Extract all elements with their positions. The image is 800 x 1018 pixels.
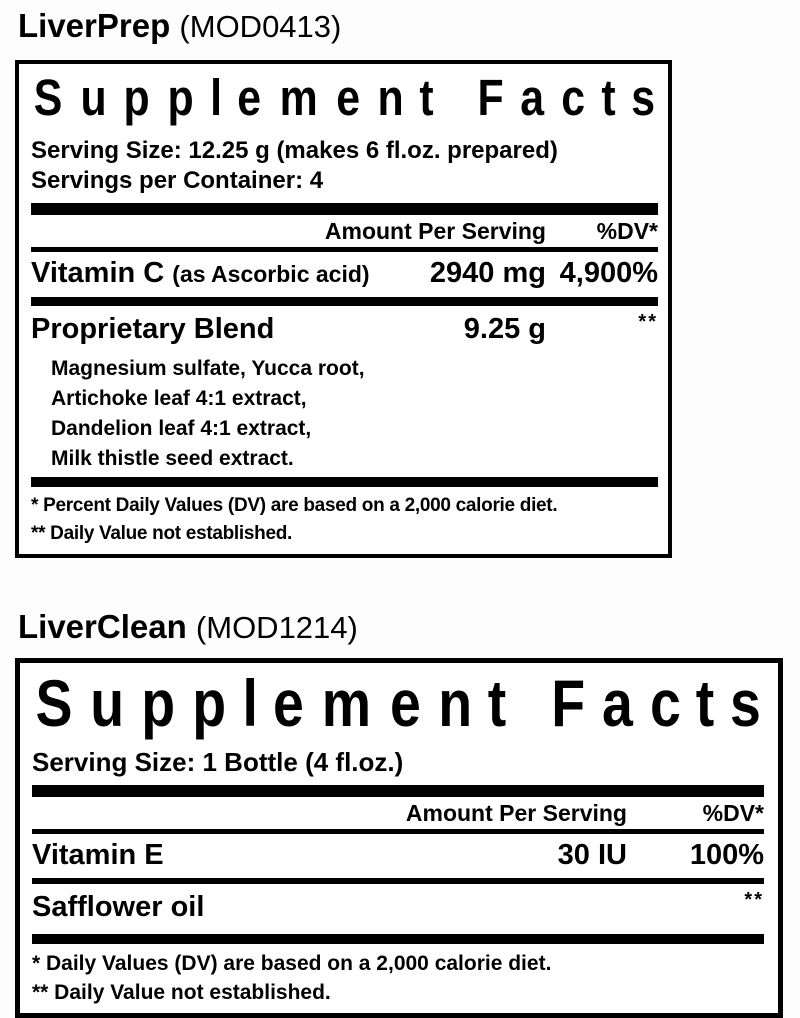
serving-size: Serving Size: 12.25 g (makes 6 fl.oz. prepared) — [31, 137, 558, 164]
thick-separator-bar — [31, 477, 658, 487]
nutrient-dv — [546, 308, 658, 353]
product-code — [179, 9, 341, 44]
nutrient-name-text: Vitamin C — [31, 257, 173, 289]
nutrient-row-vitamin-c — [31, 252, 658, 295]
blend-ingredient: Magnesium sulfate, Yucca root, — [51, 357, 365, 380]
servings-per-container: Servings per Container: 4 — [31, 167, 324, 194]
column-header-row — [32, 797, 764, 829]
product-code-text: (MOD1214) — [195, 610, 358, 645]
nutrient-amount: 9.25 g — [463, 313, 546, 345]
supplement-facts-heading: S u p p l e m e n t F a c t s — [33, 72, 656, 126]
nutrient-dv: 100% — [689, 839, 764, 871]
nutrient-amount: 30 IU — [557, 839, 627, 871]
nutrient-row-safflower-oil — [32, 886, 764, 931]
amount-per-serving-header: Amount Per Serving — [324, 218, 546, 244]
no-dv-asterisks: ** — [744, 889, 764, 911]
supplement-facts-heading: S u p p l e m e n t F a c t s — [35, 670, 762, 740]
thick-separator-bar — [31, 203, 658, 215]
thick-separator-bar — [32, 934, 764, 944]
no-dv-asterisks: ** — [638, 311, 658, 333]
blend-ingredient: Dandelion leaf 4:1 extract, — [51, 417, 312, 440]
column-header-row — [31, 215, 658, 247]
product-code — [196, 610, 358, 645]
nutrient-dv: 4,900% — [559, 257, 658, 289]
nutrient-name: Vitamin E — [32, 839, 164, 871]
blend-ingredient: Artichoke leaf 4:1 extract, — [51, 387, 307, 410]
supplement-facts-panel-liverprep — [15, 60, 672, 558]
nutrient-row-vitamin-e — [32, 834, 764, 876]
product-title-liverclean — [0, 607, 800, 648]
footnote-block — [31, 492, 658, 548]
product-name: LiverPrep — [18, 7, 171, 44]
nutrient-name: Safflower oil — [32, 891, 205, 923]
dv-header: %DV* — [702, 800, 764, 826]
dv-header: %DV* — [596, 218, 658, 244]
serving-size: Serving Size: 1 Bottle (4 fl.oz.) — [32, 747, 404, 777]
row-separator-bar — [31, 297, 658, 306]
amount-per-serving-header: Amount Per Serving — [405, 800, 627, 826]
product-title-liverprep — [0, 6, 800, 47]
thick-separator-bar — [32, 785, 764, 797]
footnote-not-established: ** Daily Value not established. — [31, 523, 293, 544]
nutrient-dv — [627, 886, 764, 931]
footnote-daily-values: * Daily Values (DV) are based on a 2,000 calorie diet. — [32, 952, 552, 975]
product-name: LiverClean — [18, 608, 187, 645]
product-code-text: (MOD0413) — [179, 9, 342, 44]
footnote-daily-values: * Percent Daily Values (DV) are based on a 2,000 calorie diet. — [31, 495, 558, 516]
nutrient-detail: (as Ascorbic acid) — [172, 261, 370, 287]
supplement-facts-panel-liverclean — [15, 658, 783, 1018]
footnote-block — [32, 949, 764, 1007]
nutrient-name — [31, 252, 370, 295]
nutrient-amount: 2940 mg — [429, 257, 546, 289]
nutrient-name: Proprietary Blend — [31, 313, 275, 345]
nutrient-row-proprietary-blend — [31, 308, 658, 353]
blend-ingredient: Milk thistle seed extract. — [51, 447, 294, 470]
row-separator-bar — [32, 878, 764, 884]
footnote-not-established: ** Daily Value not established. — [32, 981, 331, 1004]
blend-ingredient-list — [31, 354, 658, 474]
